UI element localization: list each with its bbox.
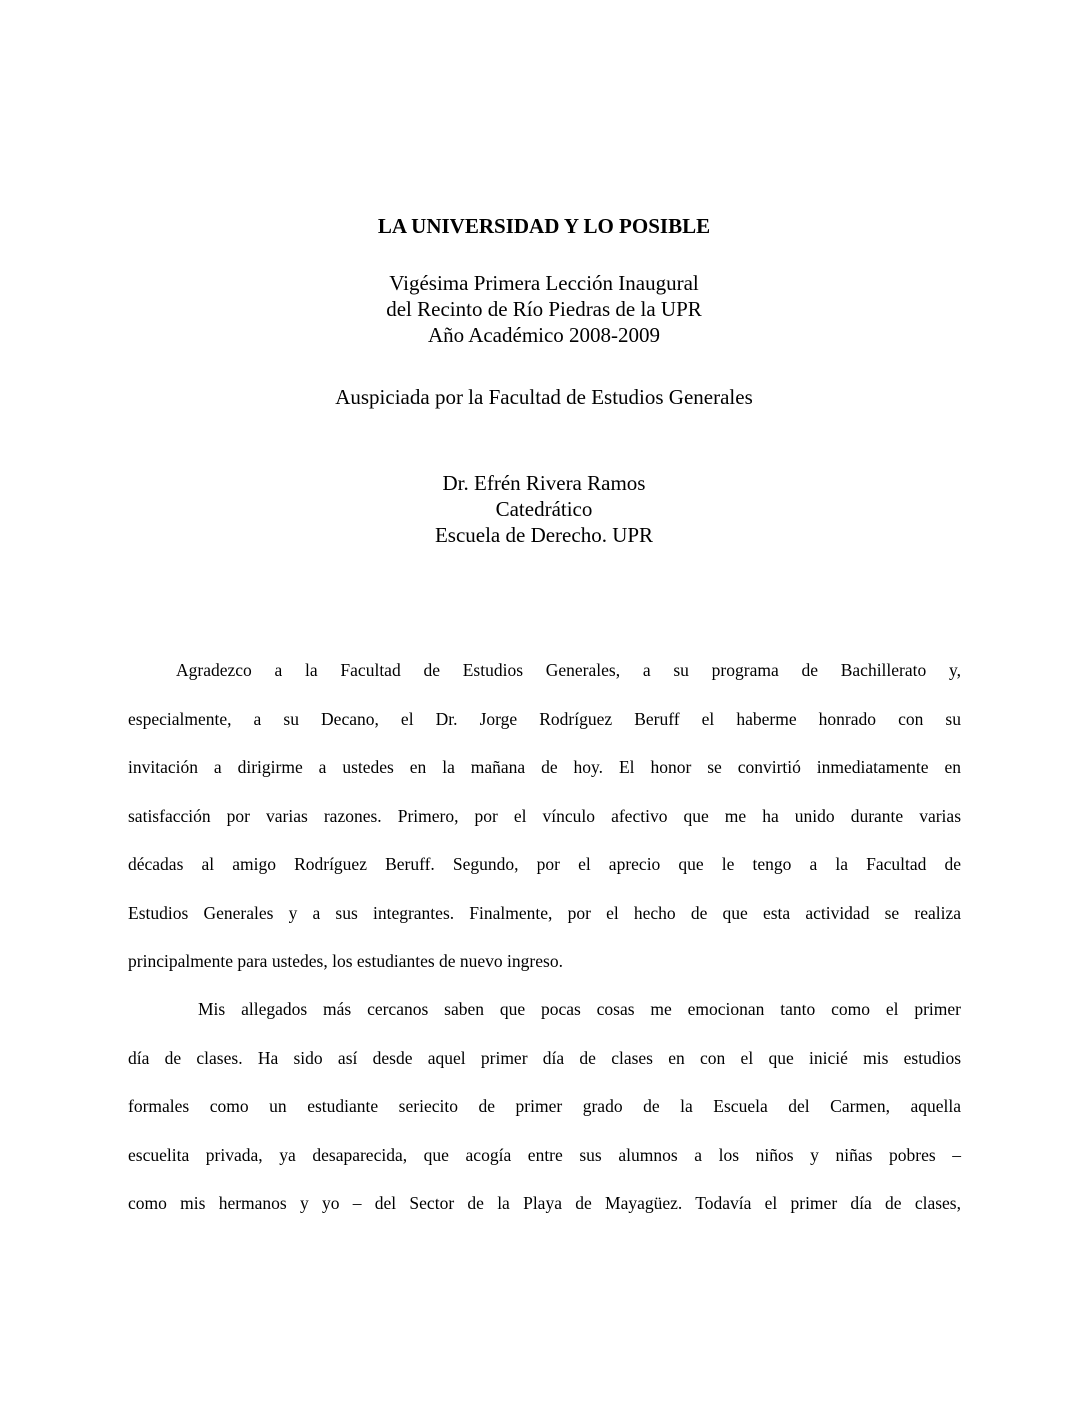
subtitle-line: del Recinto de Río Piedras de la UPR [386,297,702,321]
author-block [0,470,1088,548]
paragraph-line: día de clases. Ha sido así desde aquel primer día de clases en con el que inicié mis estudios [128,1047,961,1068]
paragraph-line: Estudios Generales y a sus integrantes. Finalmente, por el hecho de que esta actividad se realiza [128,902,961,923]
paragraph-1 [128,646,961,986]
author-title: Catedrático [495,497,593,521]
sponsor-line [0,384,1088,410]
paragraph-line: especialmente, a su Decano, el Dr. Jorge Rodríguez Beruff el haberme honrado con su [128,708,961,729]
subtitle-line: Año Académico 2008-2009 [427,323,661,347]
paragraph-line: como mis hermanos y yo – del Sector de la Playa de Mayagüez. Todavía el primer día de clases, [128,1193,961,1213]
subtitle-line: Vigésima Primera Lección Inaugural [389,271,699,295]
paragraph-line: formales como un estudiante seriecito de primer grado de la Escuela del Carmen, aquella [128,1096,961,1116]
paragraph-line: Mis allegados más cercanos saben que pocas cosas me emocionan tanto como el primer [198,999,961,1019]
paragraph-line: décadas al amigo Rodríguez Beruff. Segundo, por el aprecio que le tengo a la Facultad de [128,854,961,874]
paragraph-line: invitación a dirigirme a ustedes en la mañana de hoy. El honor se convirtió inmediatamente en [128,757,961,777]
paragraph-2 [128,985,961,1228]
paragraph-line: satisfacción por varias razones. Primero, por el vínculo afectivo que me ha unido durante varias [128,805,961,826]
paragraph-line: Agradezco a la Facultad de Estudios Generales, a su programa de Bachillerato y, [176,660,961,680]
paragraph-line: escuelita privada, ya desaparecida, que acogía entre sus alumnos a los niños y niñas pobres – [128,1144,961,1165]
document-title: LA UNIVERSIDAD Y LO POSIBLE [377,214,711,238]
lecture-subtitle [0,270,1088,348]
author-affiliation: Escuela de Derecho. UPR [434,523,654,547]
sponsor-text: Auspiciada por la Facultad de Estudios Generales [335,385,753,409]
author-name: Dr. Efrén Rivera Ramos [442,471,646,495]
paragraph-line: principalmente para ustedes, los estudiantes de nuevo ingreso. [128,951,563,971]
